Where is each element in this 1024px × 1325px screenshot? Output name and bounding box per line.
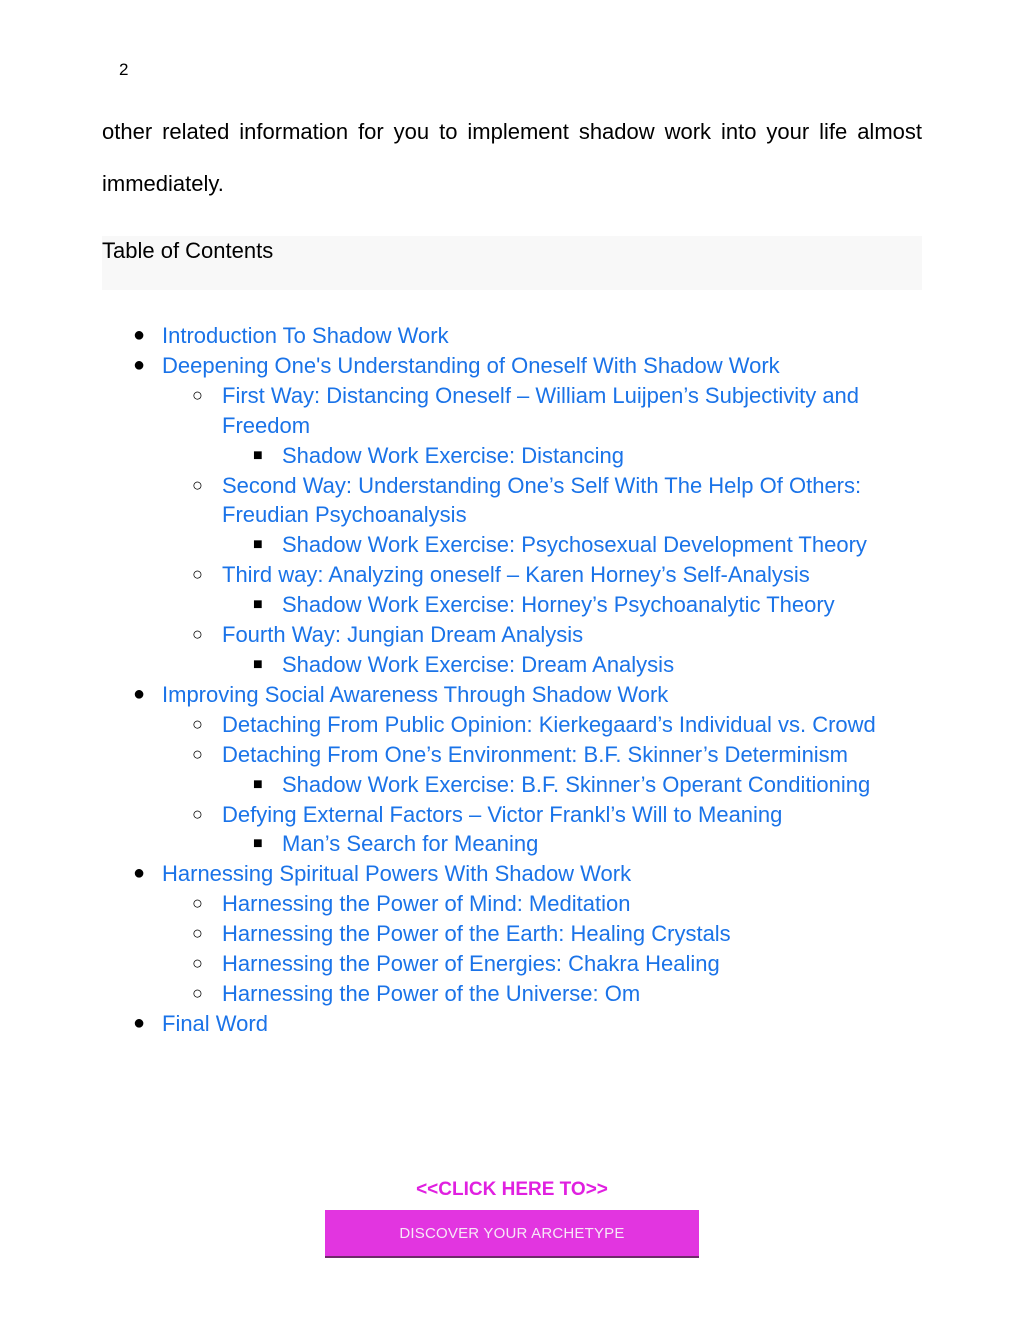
toc-item (0, 770, 1024, 800)
toc-item (0, 560, 902, 590)
toc-link[interactable]: Detaching From One’s Environment: B.F. Skinner’s Determinism (222, 741, 849, 767)
toc-item (0, 919, 902, 949)
bullet-icon: ○ (192, 564, 203, 585)
toc-link[interactable]: Introduction To Shadow Work (162, 323, 449, 348)
bullet-icon: ○ (192, 923, 203, 944)
toc-item (0, 979, 902, 1009)
bullet-icon: ○ (192, 893, 203, 914)
toc-link[interactable]: Shadow Work Exercise: Horney’s Psychoanalytic Theory (282, 592, 835, 618)
toc-item (0, 351, 1024, 381)
bullet-icon: ■ (253, 655, 263, 673)
bullet-icon: ○ (192, 474, 203, 495)
discover-archetype-button[interactable]: DISCOVER YOUR ARCHETYPE (325, 1210, 699, 1258)
toc-item (0, 590, 1024, 620)
bullet-icon: ● (133, 324, 146, 346)
toc-link[interactable]: Harnessing the Power of the Earth: Healing Crystals (222, 921, 731, 947)
bullet-icon: ○ (192, 713, 203, 734)
bullet-icon: ● (133, 353, 146, 376)
toc-link[interactable]: Harnessing the Power of the Universe: Om (222, 980, 641, 1006)
toc-link[interactable]: Defying External Factors – Victor Frankl’s Will to Meaning (222, 801, 783, 827)
toc-item (0, 829, 1024, 859)
bullet-icon: ○ (192, 982, 203, 1003)
bullet-icon: ■ (253, 596, 263, 614)
toc-item (0, 530, 1024, 560)
toc-link[interactable]: Fourth Way: Jungian Dream Analysis (222, 622, 584, 648)
bullet-icon: ○ (192, 384, 203, 405)
toc-item (0, 680, 1024, 710)
toc-link[interactable]: Man’s Search for Meaning (282, 831, 539, 857)
toc-item (0, 650, 1024, 680)
cta-text: <<CLICK HERE TO>> (416, 1179, 608, 1200)
toc-heading: Table of Contents (102, 236, 922, 290)
toc-item (0, 859, 1024, 889)
intro-paragraph: other related information for you to implement shadow work into your life almost immediately. (102, 119, 922, 196)
toc-item (0, 889, 902, 919)
toc-link[interactable]: Second Way: Understanding One’s Self With The Help Of Others: Freudian Psychoanalysis (222, 472, 862, 528)
toc-item (0, 620, 902, 650)
bullet-icon: ○ (192, 953, 203, 974)
toc-item (0, 321, 1024, 351)
toc-item (0, 471, 902, 531)
bullet-icon: ● (133, 862, 146, 885)
bullet-icon: ● (133, 682, 146, 705)
toc-link[interactable]: Final Word (162, 1010, 268, 1036)
toc-link[interactable]: First Way: Distancing Oneself – William Luijpen’s Subjectivity and Freedom (222, 382, 860, 438)
toc-item (0, 441, 1024, 471)
toc-link[interactable]: Third way: Analyzing oneself – Karen Horney’s Self-Analysis (222, 562, 810, 588)
bullet-icon: ○ (192, 624, 203, 645)
toc-link[interactable]: Improving Social Awareness Through Shadow Work (162, 681, 669, 707)
toc-link[interactable]: Shadow Work Exercise: Dream Analysis (282, 651, 675, 677)
toc-link[interactable]: Detaching From Public Opinion: Kierkegaard’s Individual vs. Crowd (222, 711, 876, 737)
table-of-contents (0, 321, 1024, 1039)
toc-item (0, 740, 902, 770)
bullet-icon: ○ (192, 803, 203, 824)
toc-link[interactable]: Harnessing the Power of Energies: Chakra Healing (222, 951, 720, 977)
bullet-icon: ■ (253, 536, 263, 554)
toc-link[interactable]: Shadow Work Exercise: B.F. Skinner’s Operant Conditioning (282, 771, 871, 797)
page-number: 2 (119, 60, 129, 79)
toc-link[interactable]: Deepening One's Understanding of Oneself With Shadow Work (162, 352, 780, 378)
bullet-icon: ■ (253, 446, 263, 464)
bullet-icon: ■ (253, 775, 263, 793)
toc-item (0, 1009, 1024, 1039)
toc-item (0, 381, 902, 441)
bullet-icon: ● (133, 1011, 146, 1034)
toc-item (0, 949, 902, 979)
toc-item (0, 710, 902, 740)
bullet-icon: ■ (253, 835, 263, 853)
toc-item (0, 800, 902, 830)
toc-link[interactable]: Harnessing the Power of Mind: Meditation (222, 891, 631, 917)
toc-link[interactable]: Shadow Work Exercise: Distancing (282, 442, 624, 468)
toc-link[interactable]: Shadow Work Exercise: Psychosexual Development Theory (282, 532, 867, 558)
toc-link[interactable]: Harnessing Spiritual Powers With Shadow Work (162, 861, 632, 887)
bullet-icon: ○ (192, 743, 203, 764)
